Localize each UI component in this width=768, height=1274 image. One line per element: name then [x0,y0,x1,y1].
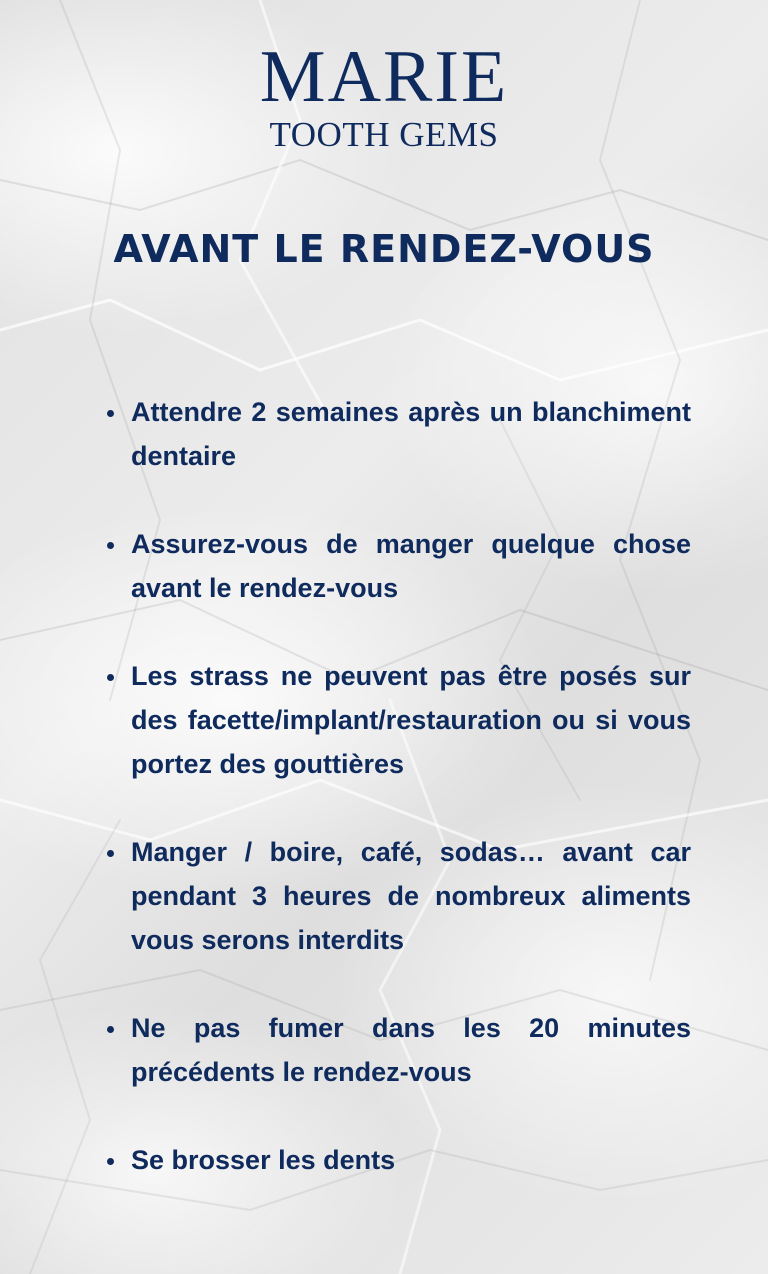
brand-tagline: TOOTH GEMS [269,115,499,154]
list-item [104,830,691,962]
bullet-icon [107,542,114,549]
list-item [104,654,691,786]
tip-text: Assurez-vous de manger quelque chose avant le rendez-vous [131,529,691,603]
tips-list [104,390,691,1182]
list-item [104,390,691,478]
tip-text: Les strass ne peuvent pas être posés sur des facette/implant/restauration ou si vous portez des gouttières [131,661,691,779]
bullet-icon [107,674,114,681]
page-title: AVANT LE RENDEZ-VOUS [113,227,655,271]
bullet-icon [107,410,114,417]
bullet-icon [107,850,114,857]
list-item [104,1138,691,1182]
brand-logo [0,38,768,154]
bullet-icon [107,1158,114,1165]
tip-text: Attendre 2 semaines après un blanchiment dentaire [131,397,691,471]
tip-text: Ne pas fumer dans les 20 minutes précédents le rendez-vous [131,1013,691,1087]
list-item [104,522,691,610]
brand-name: MARIE [259,36,509,118]
list-item [104,1006,691,1094]
bullet-icon [107,1026,114,1033]
tip-text: Se brosser les dents [131,1145,396,1175]
tip-text: Manger / boire, café, sodas… avant car pendant 3 heures de nombreux aliments vous serons interdits [131,837,691,955]
